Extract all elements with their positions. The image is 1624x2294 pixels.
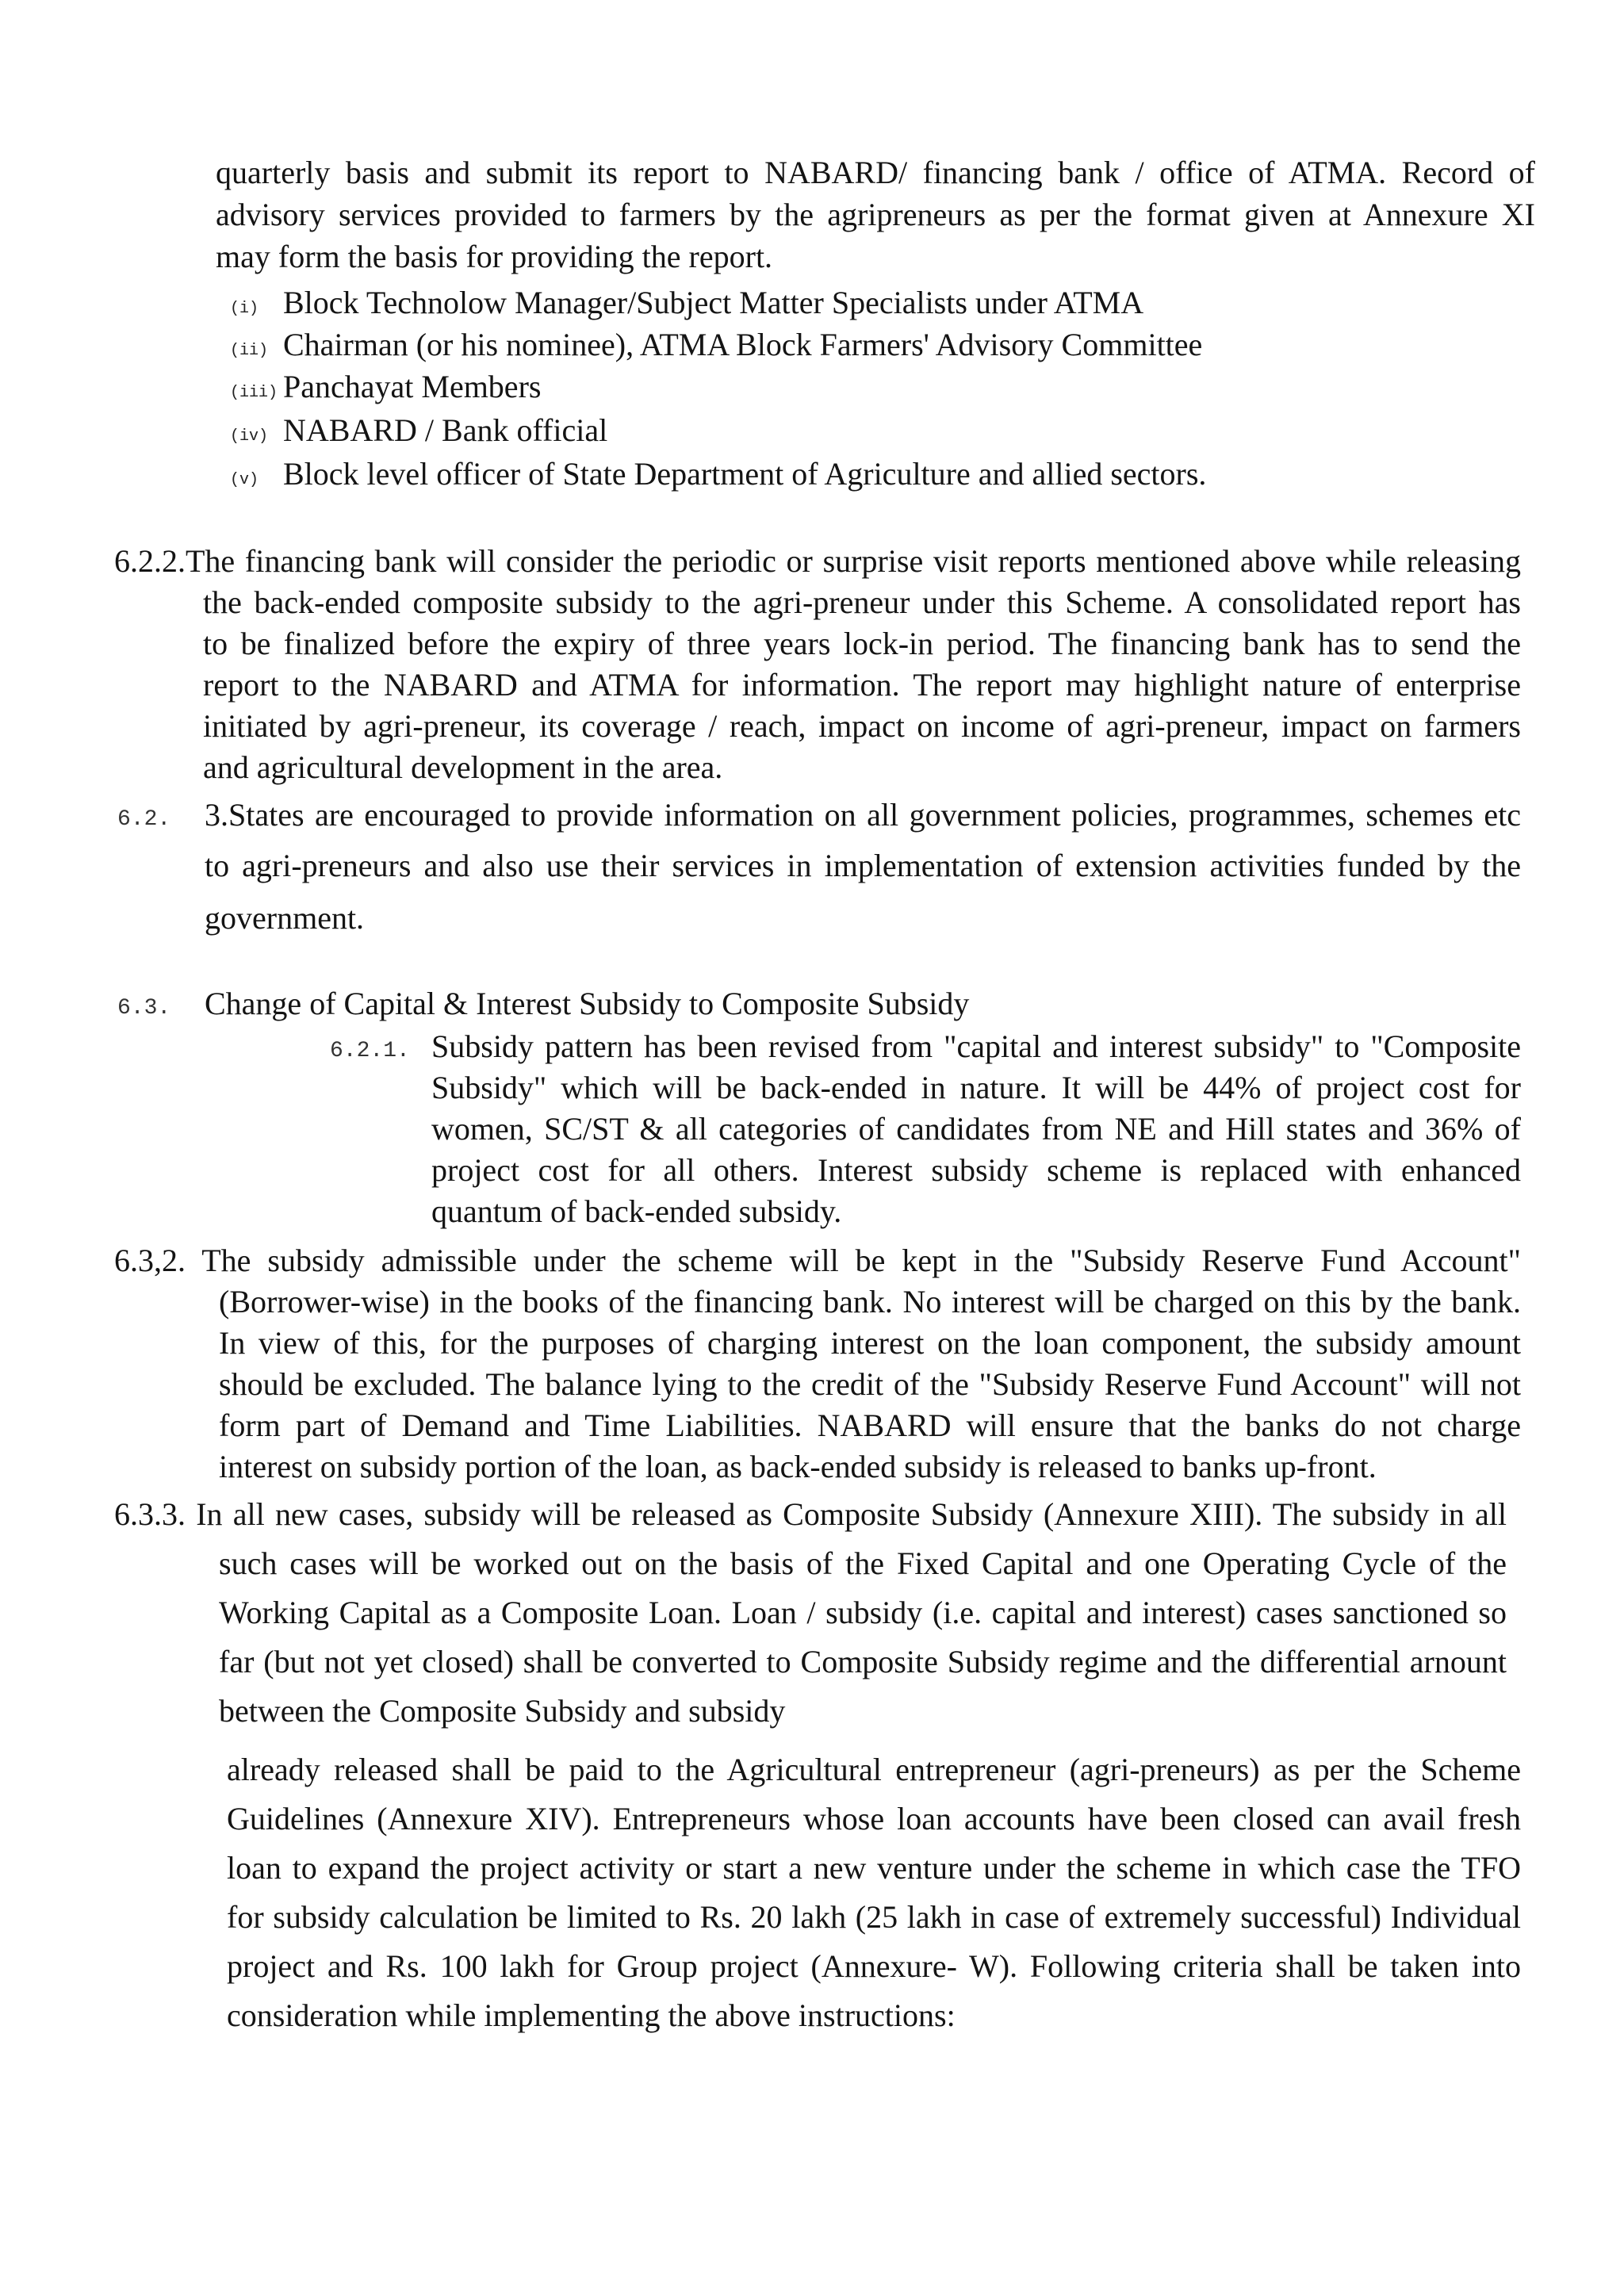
- s622-line-6: and agricultural development in the area.: [203, 749, 723, 785]
- s621-number: 6.2.1.: [330, 1039, 410, 1063]
- intro-line-3: may form the basis for providing the report.: [216, 239, 773, 274]
- s632-line-5: form part of Demand and Time Liabilities. NABARD will ensure that the banks do not charge: [219, 1407, 1521, 1443]
- s623-first-line: 3.States are encouraged to provide information on all government policies, programmes, schemes etc: [205, 797, 1521, 833]
- s63-number: 6.3.: [117, 996, 171, 1021]
- s633-cont-line-3: loan to expand the project activity or start a new venture under the scheme in which case the TFO: [227, 1850, 1521, 1886]
- s623-line-3: government.: [205, 900, 365, 936]
- s633-line-5: between the Composite Subsidy and subsidy: [219, 1693, 786, 1729]
- member-text-3: Panchayat Members: [283, 369, 542, 404]
- s632-line-4: should be excluded. The balance lying to the credit of the "Subsidy Reserve Fund Account" will not: [219, 1366, 1521, 1402]
- intro-line-2: advisory services provided to farmers by the agripreneurs as per the format given at Annexure XI: [216, 197, 1535, 232]
- s621-line-3: women, SC/ST & all categories of candidates from NE and Hill states and 36% of: [431, 1111, 1521, 1147]
- s622-line-5: initiated by agri-preneur, its coverage / reach, impact on income of agri-preneur, impact on farmers: [203, 708, 1521, 744]
- s633-cont-line-4: for subsidy calculation be limited to Rs. 20 lakh (25 lakh in case of extremely successful) Individual: [227, 1899, 1521, 1935]
- s63-heading: Change of Capital & Interest Subsidy to Composite Subsidy: [205, 986, 970, 1021]
- member-num-5: (v): [230, 471, 259, 489]
- s622-line-3: to be finalized before the expiry of three years lock-in period. The financing bank has to send the: [203, 626, 1521, 661]
- s621-line-1: Subsidy pattern has been revised from "capital and interest subsidy" to "Composite: [431, 1028, 1521, 1064]
- s621-line-5: quantum of back-ended subsidy.: [431, 1193, 842, 1229]
- s621-line-2: Subsidy" which will be back-ended in nature. It will be 44% of project cost for: [431, 1070, 1521, 1105]
- member-num-1: (i): [230, 300, 259, 318]
- s633-line-2: such cases will be worked out on the basis of the Fixed Capital and one Operating Cycle of the: [219, 1545, 1507, 1581]
- s632-line-3: In view of this, for the purposes of charging interest on the loan component, the subsidy amount: [219, 1325, 1521, 1361]
- s622-first-line: 6.2.2.The financing bank will consider the periodic or surprise visit reports mentioned above while releasing: [114, 543, 1521, 579]
- s633-first-line: 6.3.3. In all new cases, subsidy will be released as Composite Subsidy (Annexure XIII). The subsidy in all: [114, 1496, 1507, 1532]
- member-text-2: Chairman (or his nominee), ATMA Block Farmers' Advisory Committee: [283, 327, 1203, 362]
- s622-line-2: the back-ended composite subsidy to the agri-preneur under this Scheme. A consolidated report has: [203, 584, 1521, 620]
- member-text-4: NABARD / Bank official: [283, 412, 608, 448]
- s623-line-2: to agri-preneurs and also use their services in implementation of extension activities funded by the: [205, 848, 1521, 883]
- s632-first-line: 6.3,2. The subsidy admissible under the scheme will be kept in the "Subsidy Reserve Fund Account": [114, 1243, 1521, 1278]
- s633-cont-line-1: already released shall be paid to the Agricultural entrepreneur (agri-preneurs) as per the Scheme: [227, 1752, 1521, 1787]
- s632-line-6: interest on subsidy portion of the loan, as back-ended subsidy is released to banks up-front.: [219, 1449, 1377, 1484]
- s633-line-4: far (but not yet closed) shall be converted to Composite Subsidy regime and the differential arnount: [219, 1644, 1507, 1679]
- s633-cont-line-6: consideration while implementing the above instructions:: [227, 1997, 956, 2033]
- s633-line-3: Working Capital as a Composite Loan. Loan / subsidy (i.e. capital and interest) cases sanctioned so: [219, 1595, 1507, 1630]
- s633-cont-line-2: Guidelines (Annexure XIV). Entrepreneurs whose loan accounts have been closed can avail fresh: [227, 1801, 1521, 1836]
- s621-line-4: project cost for all others. Interest subsidy scheme is replaced with enhanced: [431, 1152, 1521, 1188]
- s622-line-4: report to the NABARD and ATMA for information. The report may highlight nature of enterprise: [203, 667, 1521, 703]
- s623-number: 6.2.: [117, 807, 171, 832]
- member-num-2: (ii): [230, 342, 269, 360]
- s633-cont-line-5: project and Rs. 100 lakh for Group project (Annexure- W). Following criteria shall be taken into: [227, 1948, 1521, 1984]
- intro-line-1: quarterly basis and submit its report to NABARD/ financing bank / office of ATMA. Record of: [216, 155, 1535, 190]
- member-text-1: Block Technolow Manager/Subject Matter Specialists under ATMA: [283, 285, 1144, 320]
- member-num-4: (iv): [230, 427, 269, 446]
- member-num-3: (iii): [230, 384, 278, 402]
- s632-line-2: (Borrower-wise) in the books of the financing bank. No interest will be charged on this by the bank.: [219, 1284, 1521, 1319]
- member-text-5: Block level officer of State Department of Agriculture and allied sectors.: [283, 456, 1207, 492]
